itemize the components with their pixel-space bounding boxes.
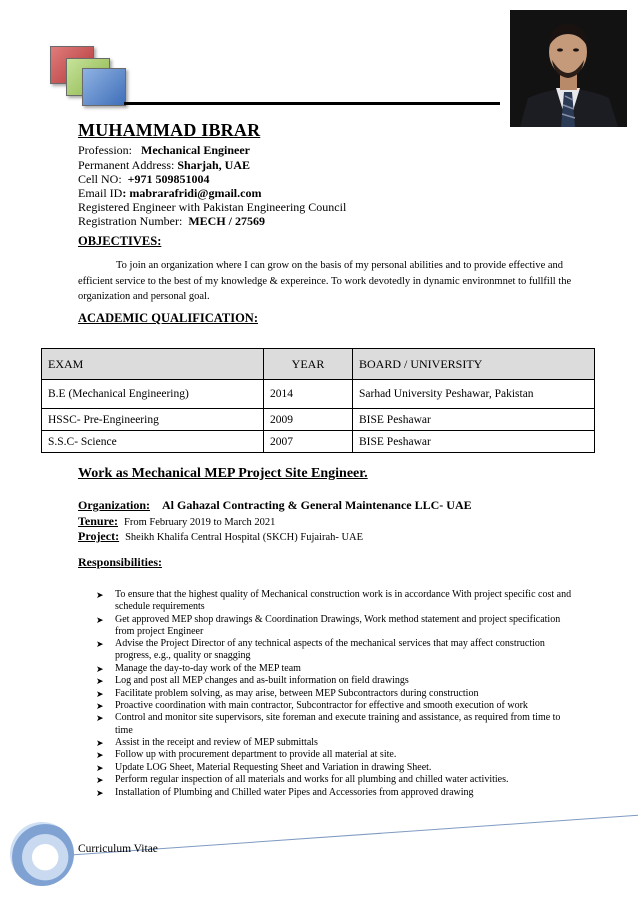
cell-label: Cell NO:: [78, 172, 122, 186]
responsibilities-list: [96, 589, 576, 799]
objectives-text: To join an organization where I can grow on the basis of my personal abilities and to provide effective and efficient service to the best of my knowledge & expereince. To work devotedly in dynamic environmnet to fullfill the organization and personal goal.: [78, 260, 572, 302]
list-item: ➤ Get approved MEP shop drawings & Coordination Drawings, Work method statement and project specification from project Engineer: [96, 613, 561, 637]
list-item: ➤ Advise the Project Director of any technical aspects of the mechanical services that may affect construction progress, e.g., quality or snagging: [96, 638, 545, 662]
profession-line: [78, 143, 250, 157]
responsibilities-title: Responsibilities:: [78, 555, 163, 569]
table-cell-board: Sarhad University Peshawar, Pakistan: [353, 380, 595, 409]
list-item: ➤ Facilitate problem solving, as may arise, between MEP Subcontractors during construction: [96, 687, 479, 699]
list-item: ➤ To ensure that the highest quality of Mechanical construction work is in accordance With project specific cost and schedule requirements: [96, 589, 572, 613]
list-item: ➤ Proactive coordination with main contractor, Subcontractor for effective and smooth execution of work: [96, 699, 528, 711]
list-item: ➤ Manage the day-to-day work of the MEP team: [96, 662, 301, 674]
academic-title: ACADEMIC QUALIFICATION:: [78, 311, 258, 325]
arrow-bullet-icon: ➤: [96, 775, 104, 786]
tenure-value: From February 2019 to March 2021: [124, 517, 276, 528]
regno-label: Registration Number:: [78, 214, 183, 228]
tenure-label: Tenure:: [78, 514, 119, 528]
email-label: Email ID: [78, 186, 123, 200]
arrow-bullet-icon: ➤: [96, 676, 104, 687]
address-value: Sharjah, UAE: [177, 158, 251, 172]
list-item: ➤ Log and post all MEP changes and as-built information on field drawings: [96, 675, 409, 687]
email-value[interactable]: : mabrarafridi@gmail.com: [122, 186, 262, 200]
candidate-name: MUHAMMAD IBRAR: [78, 120, 261, 140]
table-cell-exam: HSSC- Pre-Engineering: [42, 409, 264, 431]
list-item: ➤ Control and monitor site supervisors, site foreman and execute training and assistance, as required from time to time: [96, 712, 561, 736]
table-cell-year: 2007: [264, 431, 353, 453]
table-row: [42, 409, 595, 431]
table-cell-year: 2009: [264, 409, 353, 431]
footer-text: Curriculum Vitae: [78, 843, 158, 855]
footer-circle-graphic: [10, 822, 74, 886]
header-rule: [124, 102, 500, 105]
table-header-exam: EXAM: [42, 349, 264, 380]
arrow-bullet-icon: ➤: [96, 762, 104, 773]
registration-number-line: [78, 214, 265, 228]
table-cell-board: BISE Peshawar: [353, 409, 595, 431]
organization-label: Organization:: [78, 498, 150, 512]
arrow-bullet-icon: ➤: [96, 614, 104, 625]
list-item: ➤ Follow up with procurement department to provide all material at site.: [96, 749, 397, 761]
project-label: Project:: [78, 529, 120, 543]
organization-line: [78, 498, 472, 512]
arrow-bullet-icon: ➤: [96, 639, 104, 650]
objectives-title: OBJECTIVES:: [78, 234, 162, 248]
arrow-bullet-icon: ➤: [96, 688, 104, 699]
academic-table: [41, 348, 595, 453]
arrow-bullet-icon: ➤: [96, 713, 104, 724]
arrow-bullet-icon: ➤: [96, 590, 104, 600]
table-cell-board: BISE Peshawar: [353, 431, 595, 453]
profile-photo: [510, 10, 627, 127]
arrow-bullet-icon: ➤: [96, 700, 104, 711]
arrow-bullet-icon: ➤: [96, 663, 104, 674]
table-header-year: YEAR: [264, 349, 353, 380]
list-item: ➤ Assist in the receipt and review of MEP submittals: [96, 736, 318, 748]
profession-label: Profession:: [78, 143, 132, 157]
address-label: Permanent Address:: [78, 158, 175, 172]
project-line: [78, 529, 363, 545]
profession-value: Mechanical Engineer: [141, 143, 250, 157]
table-header-board: BOARD / UNIVERSITY: [353, 349, 595, 380]
decorative-square-blue: [82, 68, 126, 106]
arrow-bullet-icon: ➤: [96, 750, 104, 761]
table-cell-year: 2014: [264, 380, 353, 409]
cell-value: +971 509851004: [127, 172, 210, 186]
list-item: ➤ Update LOG Sheet, Material Requesting Sheet and Variation in drawing Sheet.: [96, 761, 432, 773]
email-line: [78, 186, 261, 200]
table-cell-exam: S.S.C- Science: [42, 431, 264, 453]
organization-value: Al Gahazal Contracting & General Maintenance LLC- UAE: [162, 498, 472, 512]
registration-line: Registered Engineer with Pakistan Engineering Council: [78, 200, 347, 214]
table-row: [42, 380, 595, 409]
list-item: ➤ Installation of Plumbing and Chilled water Pipes and Accessories from approved drawing: [96, 786, 474, 798]
cell-line: [78, 172, 210, 186]
table-row: [42, 431, 595, 453]
arrow-bullet-icon: ➤: [96, 787, 104, 798]
table-header-row: [42, 349, 595, 380]
work-title: Work as Mechanical MEP Project Site Engineer.: [78, 466, 368, 481]
table-cell-exam: B.E (Mechanical Engineering): [42, 380, 264, 409]
arrow-bullet-icon: ➤: [96, 737, 104, 748]
list-item: ➤ Perform regular inspection of all materials and works for all plumbing and chilled water activities.: [96, 774, 509, 786]
tenure-line: [78, 514, 275, 530]
address-line: [78, 158, 250, 172]
regno-value: MECH / 27569: [188, 214, 265, 228]
project-value: Sheikh Khalifa Central Hospital (SKCH) Fujairah- UAE: [125, 532, 364, 543]
